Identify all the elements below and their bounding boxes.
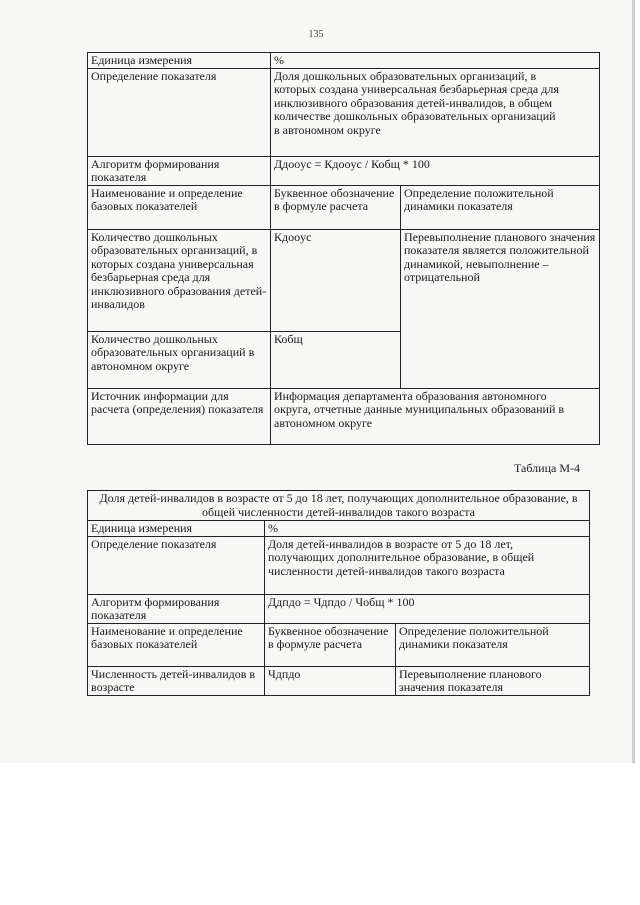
header-name: Наименование и определение базовых показателей <box>88 623 265 666</box>
table-row <box>88 388 600 444</box>
table-row <box>88 68 600 156</box>
table-row <box>88 666 590 695</box>
header-dynamics: Определение положительной динамики показателя <box>401 185 600 229</box>
table-row <box>88 536 590 594</box>
source-value: Информация департамента образования автономного округа, отчетные данные муниципальных образований в автономном округе <box>271 388 600 444</box>
algorithm-label: Алгоритм формирования показателя <box>88 156 271 185</box>
table-header-row <box>88 623 590 666</box>
base-indicator-symbol: Кобщ <box>271 331 401 388</box>
definition-label: Определение показателя <box>88 68 271 156</box>
algorithm-label: Алгоритм формирования показателя <box>88 594 265 623</box>
unit-label: Единица измерения <box>88 53 271 69</box>
header-dynamics: Определение положительной динамики показателя <box>396 623 590 666</box>
page-number: 135 <box>308 29 324 40</box>
unit-value: % <box>265 521 590 537</box>
table-row <box>88 53 600 69</box>
base-indicator-name: Количество дошкольных образовательных организаций в автономном округе <box>88 331 271 388</box>
header-name: Наименование и определение базовых показателей <box>88 185 271 229</box>
table-row <box>88 521 590 537</box>
indicator-table-m4 <box>87 490 590 696</box>
definition-value: Доля дошкольных образовательных организаций, в которых создана универсальная безбарьерная среда для инклюзивного образования детей-инвалидов, в общем количестве дошкольных образовательных организаций в автономном округе <box>271 68 600 156</box>
definition-label: Определение показателя <box>88 536 265 594</box>
base-indicator-symbol: Чдпдо <box>265 666 396 695</box>
unit-value: % <box>271 53 600 69</box>
header-symbol: Буквенное обозначение в формуле расчета <box>271 185 401 229</box>
dynamics-definition: Перевыполнение планового значения показателя является положительной динамикой, невыполнение – отрицательной <box>401 229 600 388</box>
table-row <box>88 229 600 331</box>
algorithm-value: Ддпдо = Чдпдо / Чобщ * 100 <box>265 594 590 623</box>
table-header-row <box>88 185 600 229</box>
base-indicator-symbol: Кдоoус <box>271 229 401 331</box>
source-label: Источник информации для расчета (определения) показателя <box>88 388 271 444</box>
indicator-table-m3 <box>87 52 600 445</box>
table-caption: Таблица М-4 <box>514 461 580 475</box>
base-indicator-name: Численность детей-инвалидов в возрасте <box>88 666 265 695</box>
table-title-row <box>88 491 590 521</box>
table-title: Доля детей-инвалидов в возрасте от 5 до 18 лет, получающих дополнительное образование, в общей численности детей-инвалидов такого возраста <box>88 491 590 521</box>
table-row <box>88 156 600 185</box>
table-row <box>88 594 590 623</box>
dynamics-definition: Перевыполнение планового значения показателя <box>396 666 590 695</box>
definition-value: Доля детей-инвалидов в возрасте от 5 до 18 лет, получающих дополнительное образование, в общей численности детей-инвалидов такого возраста <box>265 536 590 594</box>
header-symbol: Буквенное обозначение в формуле расчета <box>265 623 396 666</box>
algorithm-value: Ддоoус = Кдоoус / Кобщ * 100 <box>271 156 600 185</box>
base-indicator-name: Количество дошкольных образовательных организаций, в которых создана универсальная безбарьерная среда для инклюзивного образования детей-инвалидов <box>88 229 271 331</box>
unit-label: Единица измерения <box>88 521 265 537</box>
